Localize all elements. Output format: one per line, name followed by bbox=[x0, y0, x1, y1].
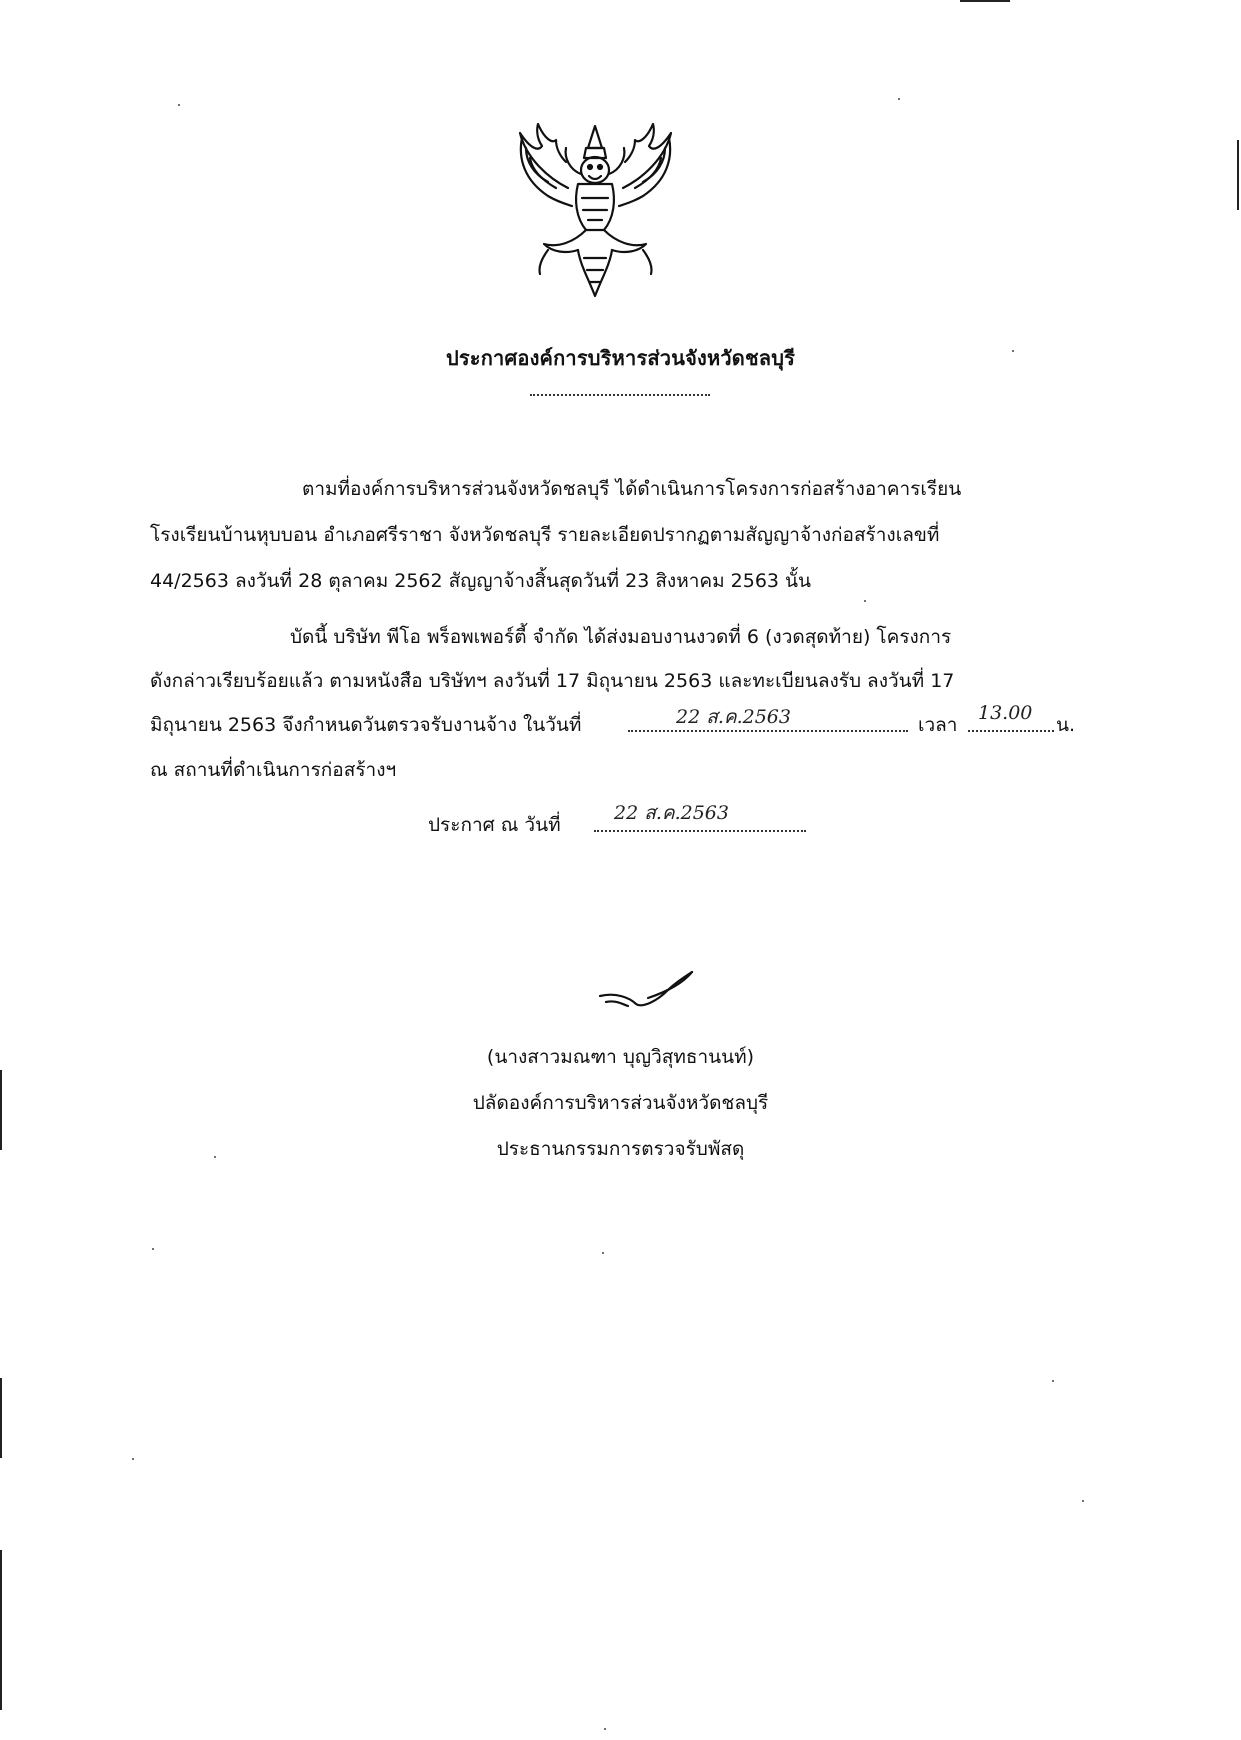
scan-speck bbox=[898, 98, 900, 100]
signatory-name: (นางสาวมณฑา บุญวิสุทธานนท์) bbox=[486, 1046, 755, 1068]
signatory-role: ประธานกรรมการตรวจรับพัสดุ bbox=[496, 1138, 745, 1160]
signatory-position: ปลัดองค์การบริหารส่วนจังหวัดชลบุรี bbox=[472, 1092, 769, 1114]
paragraph2-line3-prefix: มิถุนายน 2563 จึงกำหนดวันตรวจรับงานจ้าง ในวันที่ bbox=[150, 714, 582, 736]
paragraph1-line1: ตามที่องค์การบริหารส่วนจังหวัดชลบุรี ได้ดำเนินการโครงการก่อสร้างอาคารเรียน bbox=[302, 478, 962, 500]
scan-speck bbox=[602, 1252, 604, 1254]
scan-edge-mark bbox=[960, 0, 1010, 2]
paragraph1-line2: โรงเรียนบ้านหุบบอน อำเภอศรีราชา จังหวัดชลบุรี รายละเอียดปรากฏตามสัญญาจ้างก่อสร้างเลขที่ bbox=[150, 524, 940, 546]
garuda-emblem-icon bbox=[508, 118, 683, 303]
scan-speck bbox=[178, 104, 180, 106]
paragraph2-line4: ณ สถานที่ดำเนินการก่อสร้างฯ bbox=[150, 759, 397, 781]
time-suffix: น. bbox=[1056, 714, 1076, 736]
inspection-date: 22 ส.ค.2563 bbox=[676, 706, 791, 728]
scan-speck bbox=[604, 1728, 606, 1730]
scan-speck bbox=[1012, 350, 1014, 352]
paragraph1-line3: 44/2563 ลงวันที่ 28 ตุลาคม 2562 สัญญาจ้างสิ้นสุดวันที่ 23 สิงหาคม 2563 นั้น bbox=[150, 570, 812, 592]
scan-edge-mark bbox=[0, 1070, 2, 1150]
announce-prefix: ประกาศ ณ วันที่ bbox=[428, 814, 561, 836]
signature-icon bbox=[596, 968, 696, 1018]
scan-speck bbox=[1052, 1380, 1054, 1382]
inspection-time: 13.00 bbox=[978, 702, 1033, 724]
scan-speck bbox=[864, 600, 866, 602]
scan-speck bbox=[152, 1248, 154, 1250]
paragraph2-line1: บัดนี้ บริษัท พีโอ พร็อพเพอร์ตี้ จำกัด ได้ส่งมอบงานงวดที่ 6 (งวดสุดท้าย) โครงการ bbox=[290, 626, 952, 648]
title-divider bbox=[530, 394, 710, 396]
time-label: เวลา bbox=[918, 714, 958, 736]
document-title: ประกาศองค์การบริหารส่วนจังหวัดชลบุรี bbox=[445, 346, 796, 370]
paragraph2-line2: ดังกล่าวเรียบร้อยแล้ว ตามหนังสือ บริษัทฯ ลงวันที่ 17 มิถุนายน 2563 และทะเบียนลงรับ ลงวันที่ 17 bbox=[150, 670, 955, 692]
scan-speck bbox=[132, 1458, 134, 1460]
scan-speck bbox=[1082, 1500, 1084, 1502]
scan-edge-mark bbox=[1237, 140, 1239, 210]
announce-date: 22 ส.ค.2563 bbox=[614, 802, 729, 824]
scan-edge-mark bbox=[0, 1550, 2, 1710]
scan-speck bbox=[214, 1156, 216, 1158]
scan-edge-mark bbox=[0, 1378, 2, 1458]
